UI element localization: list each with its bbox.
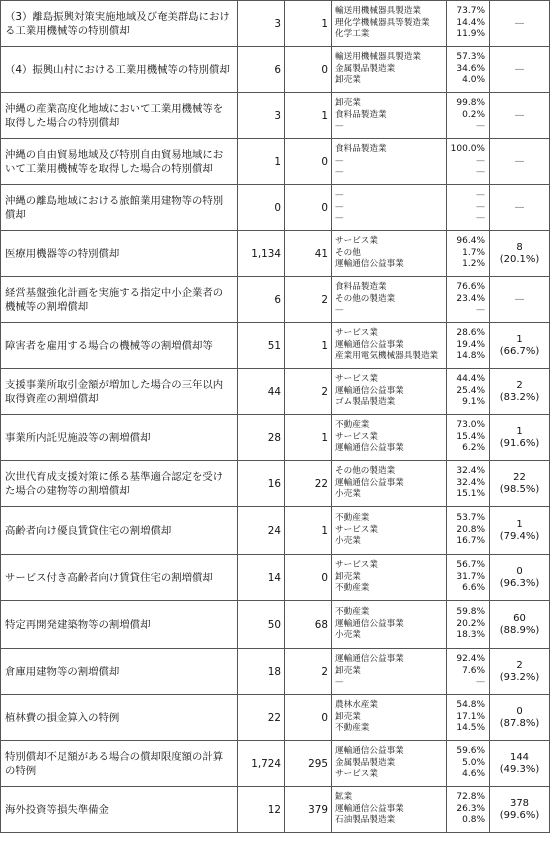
table-row <box>1 741 550 787</box>
industry-share-value: 44.4% <box>456 374 485 385</box>
top-company-cell <box>490 1 550 47</box>
industry-name: 不動産業 <box>335 723 370 734</box>
industry-name: 食料品製造業 <box>335 144 387 155</box>
industry-name: — <box>335 190 344 201</box>
industry-name: 小売業 <box>335 630 361 641</box>
industry-name: 産業用電気機械器具製造業 <box>335 351 439 362</box>
top-company-value: (20.1%) <box>499 253 540 265</box>
industry-list-cell <box>332 185 447 231</box>
count-applied-cell: 1,134 <box>238 231 285 277</box>
industry-share-value: 17.1% <box>456 711 485 722</box>
industry-share-value: 31.7% <box>456 571 485 582</box>
industry-name: サービス業 <box>335 769 378 780</box>
top-company-cell <box>490 649 550 695</box>
measure-name-cell: 医療用機器等の特別償却 <box>1 231 238 277</box>
industry-name: サービス業 <box>335 560 378 571</box>
industry-share-cell <box>447 139 490 185</box>
industry-share-value: 20.8% <box>456 524 485 535</box>
top-company-value: (98.5%) <box>499 483 540 495</box>
amount-cell: 0 <box>285 185 332 231</box>
industry-share-value: 15.1% <box>456 489 485 500</box>
industry-name: サービス業 <box>335 374 378 385</box>
industry-name: 運輸通信公益事業 <box>335 654 404 665</box>
industry-share-value: 6.2% <box>462 443 485 454</box>
industry-share-value: 100.0% <box>450 144 485 155</box>
amount-cell: 68 <box>285 601 332 649</box>
industry-name: 輸送用機械器具製造業 <box>335 6 421 17</box>
industry-name: — <box>335 201 344 212</box>
industry-name: 卸売業 <box>335 98 361 109</box>
top-company-value: 60 <box>513 612 526 624</box>
industry-list-cell <box>332 415 447 461</box>
table-row <box>1 507 550 555</box>
table-row <box>1 47 550 93</box>
measure-name-cell: 海外投資等損失準備金 <box>1 787 238 833</box>
measure-name-cell: （3）離島振興対策実施地域及び奄美群島における工業用機械等の特別償却 <box>1 1 238 47</box>
industry-share-value: — <box>476 305 485 316</box>
industry-share-value: 72.8% <box>456 792 485 803</box>
top-company-value: (96.3%) <box>499 577 540 589</box>
top-company-value: 8 <box>516 241 523 253</box>
top-company-cell <box>490 93 550 139</box>
industry-name: 運輸通信公益事業 <box>335 259 404 270</box>
industry-name: サービス業 <box>335 328 378 339</box>
industry-name: 卸売業 <box>335 665 361 676</box>
industry-share-value: 96.4% <box>456 236 485 247</box>
industry-share-value: 99.8% <box>456 98 485 109</box>
count-applied-cell: 16 <box>238 461 285 507</box>
industry-name: — <box>335 305 344 316</box>
industry-name: 石油製品製造業 <box>335 815 396 826</box>
top-company-value: — <box>514 201 525 213</box>
top-company-value: 1 <box>516 333 523 345</box>
count-applied-cell: 14 <box>238 555 285 601</box>
table-row <box>1 93 550 139</box>
industry-share-value: 59.6% <box>456 746 485 757</box>
amount-cell: 1 <box>285 507 332 555</box>
top-company-value: — <box>514 155 525 167</box>
top-company-cell <box>490 601 550 649</box>
industry-share-value: — <box>476 201 485 212</box>
top-company-value: 378 <box>509 797 530 809</box>
industry-name: その他の製造業 <box>335 466 396 477</box>
industry-name: 鉱業 <box>335 792 353 803</box>
industry-share-value: 4.6% <box>462 769 485 780</box>
measure-name-cell: サービス付き高齢者向け賃貸住宅の割増償却 <box>1 555 238 601</box>
industry-share-cell <box>447 507 490 555</box>
industry-share-cell <box>447 555 490 601</box>
count-applied-cell: 3 <box>238 1 285 47</box>
amount-cell: 0 <box>285 47 332 93</box>
top-company-cell <box>490 369 550 415</box>
industry-name: 小売業 <box>335 489 361 500</box>
industry-name: 理化学機械器具等製造業 <box>335 17 430 28</box>
industry-share-value: — <box>476 213 485 224</box>
top-company-cell <box>490 461 550 507</box>
top-company-cell <box>490 231 550 277</box>
table-row <box>1 649 550 695</box>
table-row <box>1 601 550 649</box>
count-applied-cell: 22 <box>238 695 285 741</box>
industry-name: 食料品製造業 <box>335 109 387 120</box>
count-applied-cell: 3 <box>238 93 285 139</box>
industry-list-cell <box>332 601 447 649</box>
count-applied-cell: 44 <box>238 369 285 415</box>
amount-cell: 1 <box>285 323 332 369</box>
top-company-cell <box>490 741 550 787</box>
industry-share-value: 5.0% <box>462 757 485 768</box>
industry-name: 不動産業 <box>335 583 370 594</box>
measure-name-cell: 高齢者向け優良賃貸住宅の割増償却 <box>1 507 238 555</box>
top-company-value: 1 <box>516 518 523 530</box>
industry-share-value: 34.6% <box>456 63 485 74</box>
top-company-value: 1 <box>516 425 523 437</box>
top-company-value: — <box>514 17 525 29</box>
industry-share-value: 14.5% <box>456 723 485 734</box>
top-company-value: (87.8%) <box>499 717 540 729</box>
industry-list-cell <box>332 231 447 277</box>
top-company-value: 22 <box>513 471 526 483</box>
industry-name: サービス業 <box>335 524 378 535</box>
industry-name: 運輸通信公益事業 <box>335 477 404 488</box>
measure-name-cell: 倉庫用建物等の割増償却 <box>1 649 238 695</box>
measure-name-cell: 沖縄の産業高度化地域において工業用機械等を取得した場合の特別償却 <box>1 93 238 139</box>
industry-share-value: 32.4% <box>456 466 485 477</box>
industry-share-value: 25.4% <box>456 385 485 396</box>
industry-list-cell <box>332 555 447 601</box>
industry-share-value: — <box>476 167 485 178</box>
count-applied-cell: 1 <box>238 139 285 185</box>
table-row <box>1 1 550 47</box>
industry-list-cell <box>332 93 447 139</box>
measure-name-cell: 次世代育成支援対策に係る基準適合認定を受けた場合の建物等の割増償却 <box>1 461 238 507</box>
industry-share-value: 53.7% <box>456 513 485 524</box>
industry-name: 食料品製造業 <box>335 282 387 293</box>
top-company-value: 0 <box>516 565 523 577</box>
top-company-cell <box>490 323 550 369</box>
industry-share-value: 9.1% <box>462 397 485 408</box>
table-row <box>1 787 550 833</box>
top-company-value: (83.2%) <box>499 391 540 403</box>
top-company-cell <box>490 47 550 93</box>
industry-list-cell <box>332 139 447 185</box>
industry-name: 卸売業 <box>335 571 361 582</box>
amount-cell: 2 <box>285 369 332 415</box>
industry-share-cell <box>447 1 490 47</box>
industry-name: 小売業 <box>335 536 361 547</box>
top-company-cell <box>490 139 550 185</box>
amount-cell: 41 <box>285 231 332 277</box>
top-company-cell <box>490 185 550 231</box>
table-row <box>1 415 550 461</box>
industry-share-value: 14.4% <box>456 17 485 28</box>
industry-name: 金属製品製造業 <box>335 757 396 768</box>
amount-cell: 379 <box>285 787 332 833</box>
top-company-value: — <box>514 109 525 121</box>
top-company-value: (66.7%) <box>499 345 540 357</box>
count-applied-cell: 18 <box>238 649 285 695</box>
amount-cell: 0 <box>285 139 332 185</box>
industry-share-value: 73.7% <box>456 6 485 17</box>
measure-name-cell: 支援事業所取引金額が増加した場合の三年以内取得資産の割増償却 <box>1 369 238 415</box>
top-company-value: 2 <box>516 379 523 391</box>
table-row <box>1 695 550 741</box>
industry-name: — <box>335 121 344 132</box>
industry-share-cell <box>447 741 490 787</box>
table-row <box>1 555 550 601</box>
top-company-value: — <box>514 63 525 75</box>
industry-share-value: 56.7% <box>456 560 485 571</box>
industry-share-value: 7.6% <box>462 665 485 676</box>
industry-share-value: 73.0% <box>456 420 485 431</box>
industry-name: 化学工業 <box>335 29 370 40</box>
top-company-cell <box>490 787 550 833</box>
industry-share-value: 0.2% <box>462 109 485 120</box>
measure-name-cell: 経営基盤強化計画を実施する指定中小企業者の機械等の割増償却 <box>1 277 238 323</box>
top-company-cell <box>490 415 550 461</box>
industry-name: — <box>335 677 344 688</box>
amount-cell: 1 <box>285 415 332 461</box>
amount-cell: 22 <box>285 461 332 507</box>
industry-share-value: 20.2% <box>456 618 485 629</box>
top-company-cell <box>490 695 550 741</box>
top-company-value: (88.9%) <box>499 624 540 636</box>
industry-list-cell <box>332 47 447 93</box>
amount-cell: 295 <box>285 741 332 787</box>
industry-share-value: 57.3% <box>456 52 485 63</box>
industry-share-value: 15.4% <box>456 431 485 442</box>
industry-name: サービス業 <box>335 236 378 247</box>
industry-list-cell <box>332 787 447 833</box>
industry-share-value: 92.4% <box>456 654 485 665</box>
industry-list-cell <box>332 369 447 415</box>
industry-name: 不動産業 <box>335 420 370 431</box>
industry-share-value: 11.9% <box>456 29 485 40</box>
table-row <box>1 185 550 231</box>
count-applied-cell: 1,724 <box>238 741 285 787</box>
amount-cell: 2 <box>285 649 332 695</box>
industry-share-cell <box>447 93 490 139</box>
industry-name: 運輸通信公益事業 <box>335 385 404 396</box>
industry-name: 農林水産業 <box>335 700 378 711</box>
industry-share-cell <box>447 185 490 231</box>
top-company-cell <box>490 277 550 323</box>
industry-share-value: 14.8% <box>456 351 485 362</box>
industry-share-cell <box>447 323 490 369</box>
industry-share-value: 18.3% <box>456 630 485 641</box>
table-row <box>1 277 550 323</box>
count-applied-cell: 6 <box>238 277 285 323</box>
industry-name: 輸送用機械器具製造業 <box>335 52 421 63</box>
table-row <box>1 369 550 415</box>
amount-cell: 1 <box>285 93 332 139</box>
count-applied-cell: 50 <box>238 601 285 649</box>
industry-share-cell <box>447 787 490 833</box>
industry-share-value: — <box>476 121 485 132</box>
industry-share-value: 19.4% <box>456 339 485 350</box>
measure-name-cell: （4）振興山村における工業用機械等の特別償却 <box>1 47 238 93</box>
count-applied-cell: 12 <box>238 787 285 833</box>
top-company-value: 0 <box>516 705 523 717</box>
industry-name: 卸売業 <box>335 711 361 722</box>
industry-share-cell <box>447 47 490 93</box>
industry-name: 運輸通信公益事業 <box>335 339 404 350</box>
table-body <box>1 1 550 833</box>
measure-name-cell: 沖縄の離島地域における旅館業用建物等の特別償却 <box>1 185 238 231</box>
industry-name: その他 <box>335 247 361 258</box>
industry-share-value: 1.7% <box>462 247 485 258</box>
count-applied-cell: 24 <box>238 507 285 555</box>
industry-name: 不動産業 <box>335 607 370 618</box>
industry-share-cell <box>447 461 490 507</box>
industry-share-value: 76.6% <box>456 282 485 293</box>
count-applied-cell: 6 <box>238 47 285 93</box>
industry-share-value: 16.7% <box>456 536 485 547</box>
table-row <box>1 139 550 185</box>
industry-share-value: 0.8% <box>462 815 485 826</box>
table-row <box>1 461 550 507</box>
table-row <box>1 231 550 277</box>
amount-cell: 0 <box>285 695 332 741</box>
industry-share-value: 59.8% <box>456 607 485 618</box>
industry-share-value: — <box>476 190 485 201</box>
industry-name: 不動産業 <box>335 513 370 524</box>
industry-share-value: 23.4% <box>456 293 485 304</box>
industry-list-cell <box>332 695 447 741</box>
industry-name: 運輸通信公益事業 <box>335 443 404 454</box>
top-company-value: (99.6%) <box>499 809 540 821</box>
industry-name: — <box>335 167 344 178</box>
industry-name: — <box>335 213 344 224</box>
measure-name-cell: 特別償却不足額がある場合の償却限度額の計算の特例 <box>1 741 238 787</box>
industry-share-value: 32.4% <box>456 477 485 488</box>
measure-name-cell: 事業所内託児施設等の割増償却 <box>1 415 238 461</box>
industry-share-value: 4.0% <box>462 75 485 86</box>
industry-share-value: 26.3% <box>456 803 485 814</box>
measure-name-cell: 沖縄の自由貿易地域及び特別自由貿易地域において工業用機械等を取得した場合の特別償却 <box>1 139 238 185</box>
top-company-value: 144 <box>509 751 530 763</box>
industry-name: 運輸通信公益事業 <box>335 746 404 757</box>
measure-name-cell: 障害者を雇用する場合の機械等の割増償却等 <box>1 323 238 369</box>
industry-share-cell <box>447 369 490 415</box>
industry-list-cell <box>332 741 447 787</box>
top-company-value: (79.4%) <box>499 530 540 542</box>
industry-list-cell <box>332 323 447 369</box>
industry-share-value: — <box>476 677 485 688</box>
industry-list-cell <box>332 507 447 555</box>
top-company-value: (91.6%) <box>499 437 540 449</box>
top-company-value: — <box>514 293 525 305</box>
industry-share-cell <box>447 695 490 741</box>
industry-share-value: 54.8% <box>456 700 485 711</box>
amount-cell: 1 <box>285 1 332 47</box>
top-company-value: (49.3%) <box>499 763 540 775</box>
industry-share-cell <box>447 231 490 277</box>
top-company-value: (93.2%) <box>499 671 540 683</box>
industry-name: ゴム製品製造業 <box>335 397 396 408</box>
industry-share-cell <box>447 415 490 461</box>
industry-list-cell <box>332 461 447 507</box>
count-applied-cell: 28 <box>238 415 285 461</box>
industry-name: その他の製造業 <box>335 293 396 304</box>
industry-share-cell <box>447 649 490 695</box>
industry-name: — <box>335 155 344 166</box>
industry-list-cell <box>332 1 447 47</box>
count-applied-cell: 0 <box>238 185 285 231</box>
industry-name: サービス業 <box>335 431 378 442</box>
industry-share-value: 6.6% <box>462 583 485 594</box>
count-applied-cell: 51 <box>238 323 285 369</box>
amount-cell: 0 <box>285 555 332 601</box>
industry-name: 運輸通信公益事業 <box>335 803 404 814</box>
top-company-cell <box>490 555 550 601</box>
measure-name-cell: 特定再開発建築物等の割増償却 <box>1 601 238 649</box>
industry-share-value: — <box>476 155 485 166</box>
industry-share-value: 28.6% <box>456 328 485 339</box>
industry-share-cell <box>447 601 490 649</box>
industry-name: 運輸通信公益事業 <box>335 618 404 629</box>
measure-name-cell: 植林費の損金算入の特例 <box>1 695 238 741</box>
table-row <box>1 323 550 369</box>
industry-share-value: 1.2% <box>462 259 485 270</box>
industry-name: 金属製品製造業 <box>335 63 396 74</box>
industry-share-cell <box>447 277 490 323</box>
amount-cell: 2 <box>285 277 332 323</box>
top-company-cell <box>490 507 550 555</box>
industry-list-cell <box>332 649 447 695</box>
top-company-value: 2 <box>516 659 523 671</box>
industry-name: 卸売業 <box>335 75 361 86</box>
industry-list-cell <box>332 277 447 323</box>
